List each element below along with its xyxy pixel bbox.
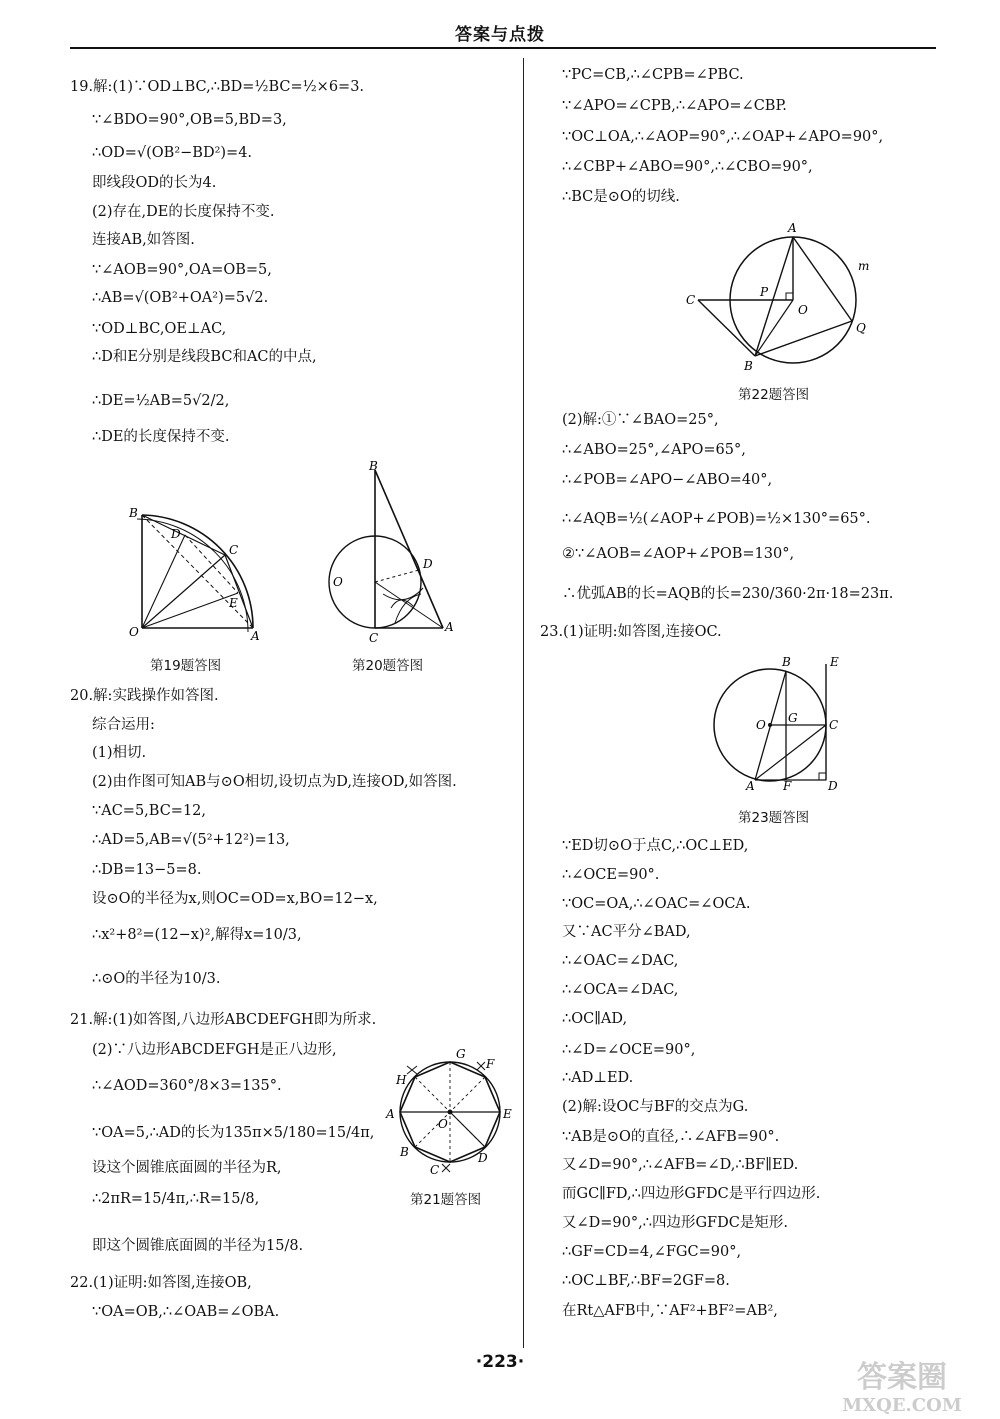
text-line: ∵OC=OA,∴∠OAC=∠OCA.	[562, 896, 751, 912]
text-line: ∴OD=√(OB²−BD²)=4.	[92, 145, 253, 161]
text-line: (2)由作图可知AB与⊙O相切,设切点为D,连接OD,如答图.	[92, 774, 457, 790]
text-line: ∴∠ABO=25°,∠APO=65°,	[562, 442, 746, 458]
text-line: ∴AB=√(OB²+OA²)=5√2.	[92, 290, 269, 306]
fig20-label: A	[445, 620, 454, 634]
text-line: ∴x²+8²=(12−x)²,解得x=10/3,	[92, 927, 302, 943]
fig23-label: A	[746, 779, 755, 792]
fig23-label: B	[782, 655, 791, 669]
text-line: ∵AB是⊙O的直径,∴∠AFB=90°.	[562, 1129, 780, 1145]
fig20-label: D	[423, 557, 433, 571]
text-line: 21.解:(1)如答图,八边形ABCDEFGH即为所求.	[70, 1012, 377, 1028]
text-line: 又∠D=90°,∴∠AFB=∠D,∴BF∥ED.	[562, 1157, 799, 1173]
watermark-line1: 答案圈	[857, 1360, 947, 1395]
text-line: ∵∠AOB=90°,OA=OB=5,	[92, 262, 272, 278]
fig19-label: A	[251, 629, 260, 643]
text-line: ∵OC⊥OA,∴∠AOP=90°,∴∠OAP+∠APO=90°,	[562, 129, 884, 145]
text-line: ∴∠POB=∠APO−∠ABO=40°,	[562, 472, 773, 488]
text-line: ∴∠AQB=½(∠AOP+∠POB)=½×130°=65°.	[562, 511, 871, 527]
figure-20-caption: 第20题答图	[352, 658, 424, 674]
text-line: ∴OC⊥BF,∴BF=2GF=8.	[562, 1273, 730, 1289]
text-line: 即这个圆锥底面圆的半径为15/8.	[92, 1238, 304, 1254]
text-line: ∴BC是⊙O的切线.	[562, 189, 680, 205]
figure-21	[382, 1040, 517, 1180]
fig23-label: F	[783, 779, 792, 792]
fig23-label: O	[756, 718, 766, 732]
text-line: ∴∠OCE=90°.	[562, 867, 660, 883]
text-line: ∴GF=CD=4,∠FGC=90°,	[562, 1244, 742, 1260]
text-line: ②∵∠AOB=∠AOP+∠POB=130°,	[562, 546, 795, 562]
text-line: ∴∠OCA=∠DAC,	[562, 982, 679, 998]
page-header-title: 答案与点拨	[455, 25, 545, 45]
text-line: ∴∠CBP+∠ABO=90°,∴∠CBO=90°,	[562, 159, 813, 175]
fig21-label: B	[400, 1145, 409, 1159]
text-line: 又∵AC平分∠BAD,	[562, 924, 691, 940]
text-line: (1)相切.	[92, 745, 147, 761]
text-line: ∴∠D=∠OCE=90°,	[562, 1042, 696, 1058]
text-line: (2)存在,DE的长度保持不变.	[92, 204, 275, 220]
figure-19	[125, 500, 265, 645]
text-line: ∵∠BDO=90°,OB=5,BD=3,	[92, 112, 287, 128]
text-line: 19.解:(1)∵OD⊥BC,∴BD=½BC=½×6=3.	[70, 79, 365, 95]
fig21-label: D	[478, 1151, 488, 1165]
watermark-line2: MXQE.COM	[842, 1395, 962, 1415]
fig21-label: E	[503, 1107, 512, 1121]
figure-22	[680, 218, 880, 378]
text-line: 设⊙O的半径为x,则OC=OD=x,BO=12−x,	[92, 891, 378, 907]
text-line: 在Rt△AFB中,∵AF²+BF²=AB²,	[562, 1303, 778, 1319]
text-line: ∵OA=5,∴AD的长为135π×5/180=15/4π,	[92, 1125, 375, 1141]
figure-20	[325, 458, 460, 648]
fig21-label: A	[386, 1107, 395, 1121]
figure-23-caption: 第23题答图	[738, 810, 810, 826]
text-line: ∴2πR=15/4π,∴R=15/8,	[92, 1191, 260, 1207]
fig23-label: E	[830, 655, 839, 669]
text-line: ∴AD⊥ED.	[562, 1070, 634, 1086]
text-line: (2)解:①∵∠BAO=25°,	[562, 412, 719, 428]
fig22-label: m	[858, 259, 870, 273]
text-line: 又∠D=90°,∴四边形GFDC是矩形.	[562, 1215, 788, 1231]
text-line: ∴OC∥AD,	[562, 1011, 628, 1027]
text-line: 综合运用:	[92, 717, 155, 733]
fig20-label: C	[369, 631, 379, 645]
fig23-label: G	[788, 711, 798, 725]
watermark-logo	[812, 1355, 992, 1415]
fig21-label: F	[486, 1057, 495, 1071]
text-line: ∵ED切⊙O于点C,∴OC⊥ED,	[562, 838, 749, 854]
fig19-label: D	[171, 527, 181, 541]
text-line: (2)∵八边形ABCDEFGH是正八边形,	[92, 1042, 337, 1058]
fig22-label: B	[744, 359, 753, 373]
fig22-label: C	[686, 293, 696, 307]
figure-21-caption: 第21题答图	[410, 1192, 482, 1208]
text-line: ∴∠AOD=360°/8×3=135°.	[92, 1078, 282, 1094]
text-line: (2)解:设OC与BF的交点为G.	[562, 1099, 749, 1115]
text-line: 22.(1)证明:如答图,连接OB,	[70, 1275, 252, 1291]
fig19-label: B	[129, 506, 138, 520]
figure-22-caption: 第22题答图	[738, 387, 810, 403]
fig21-label: O	[438, 1117, 448, 1131]
figure-23	[700, 652, 850, 792]
text-line: ∵OA=OB,∴∠OAB=∠OBA.	[92, 1304, 280, 1320]
fig19-label: E	[229, 596, 238, 610]
text-line: 而GC∥FD,∴四边形GFDC是平行四边形.	[562, 1186, 821, 1202]
text-line: ∴DE=½AB=5√2/2,	[92, 393, 230, 409]
fig21-label: H	[396, 1073, 407, 1087]
fig23-label: D	[828, 779, 838, 792]
text-line: 即线段OD的长为4.	[92, 175, 217, 191]
fig22-label: A	[788, 221, 797, 235]
fig20-label: B	[369, 459, 378, 473]
text-line: 23.(1)证明:如答图,连接OC.	[540, 624, 722, 640]
text-line: 20.解:实践操作如答图.	[70, 688, 219, 704]
text-line: ∵∠APO=∠CPB,∴∠APO=∠CBP.	[562, 98, 787, 114]
fig21-label: C	[430, 1163, 440, 1177]
text-line: 连接AB,如答图.	[92, 232, 195, 248]
text-line: 设这个圆锥底面圆的半径为R,	[92, 1160, 282, 1176]
text-line: ∵AC=5,BC=12,	[92, 803, 207, 819]
header-rule	[70, 47, 936, 49]
text-line: ∴D和E分别是线段BC和AC的中点,	[92, 349, 317, 365]
text-line: ∵OD⊥BC,OE⊥AC,	[92, 321, 227, 337]
figure-19-caption: 第19题答图	[150, 658, 222, 674]
page-number: ·223·	[475, 1352, 525, 1372]
text-line: ∴⊙O的半径为10/3.	[92, 971, 221, 987]
text-line: ∴DB=13−5=8.	[92, 862, 202, 878]
fig22-label: O	[798, 303, 808, 317]
fig23-label: C	[829, 718, 839, 732]
fig22-label: Q	[856, 321, 866, 335]
fig22-label: P	[760, 285, 769, 299]
text-line: ∵PC=CB,∴∠CPB=∠PBC.	[562, 67, 744, 83]
text-line: ∴优弧AB的长=AQB的长=230/360·2π·18=23π.	[562, 586, 894, 602]
text-line: ∴DE的长度保持不变.	[92, 429, 230, 445]
fig20-label: O	[333, 575, 343, 589]
fig19-label: C	[229, 543, 239, 557]
text-line: ∴AD=5,AB=√(5²+12²)=13,	[92, 832, 290, 848]
column-divider	[523, 58, 524, 1348]
fig21-label: G	[456, 1047, 466, 1061]
fig19-label: O	[129, 625, 139, 639]
text-line: ∴∠OAC=∠DAC,	[562, 953, 679, 969]
